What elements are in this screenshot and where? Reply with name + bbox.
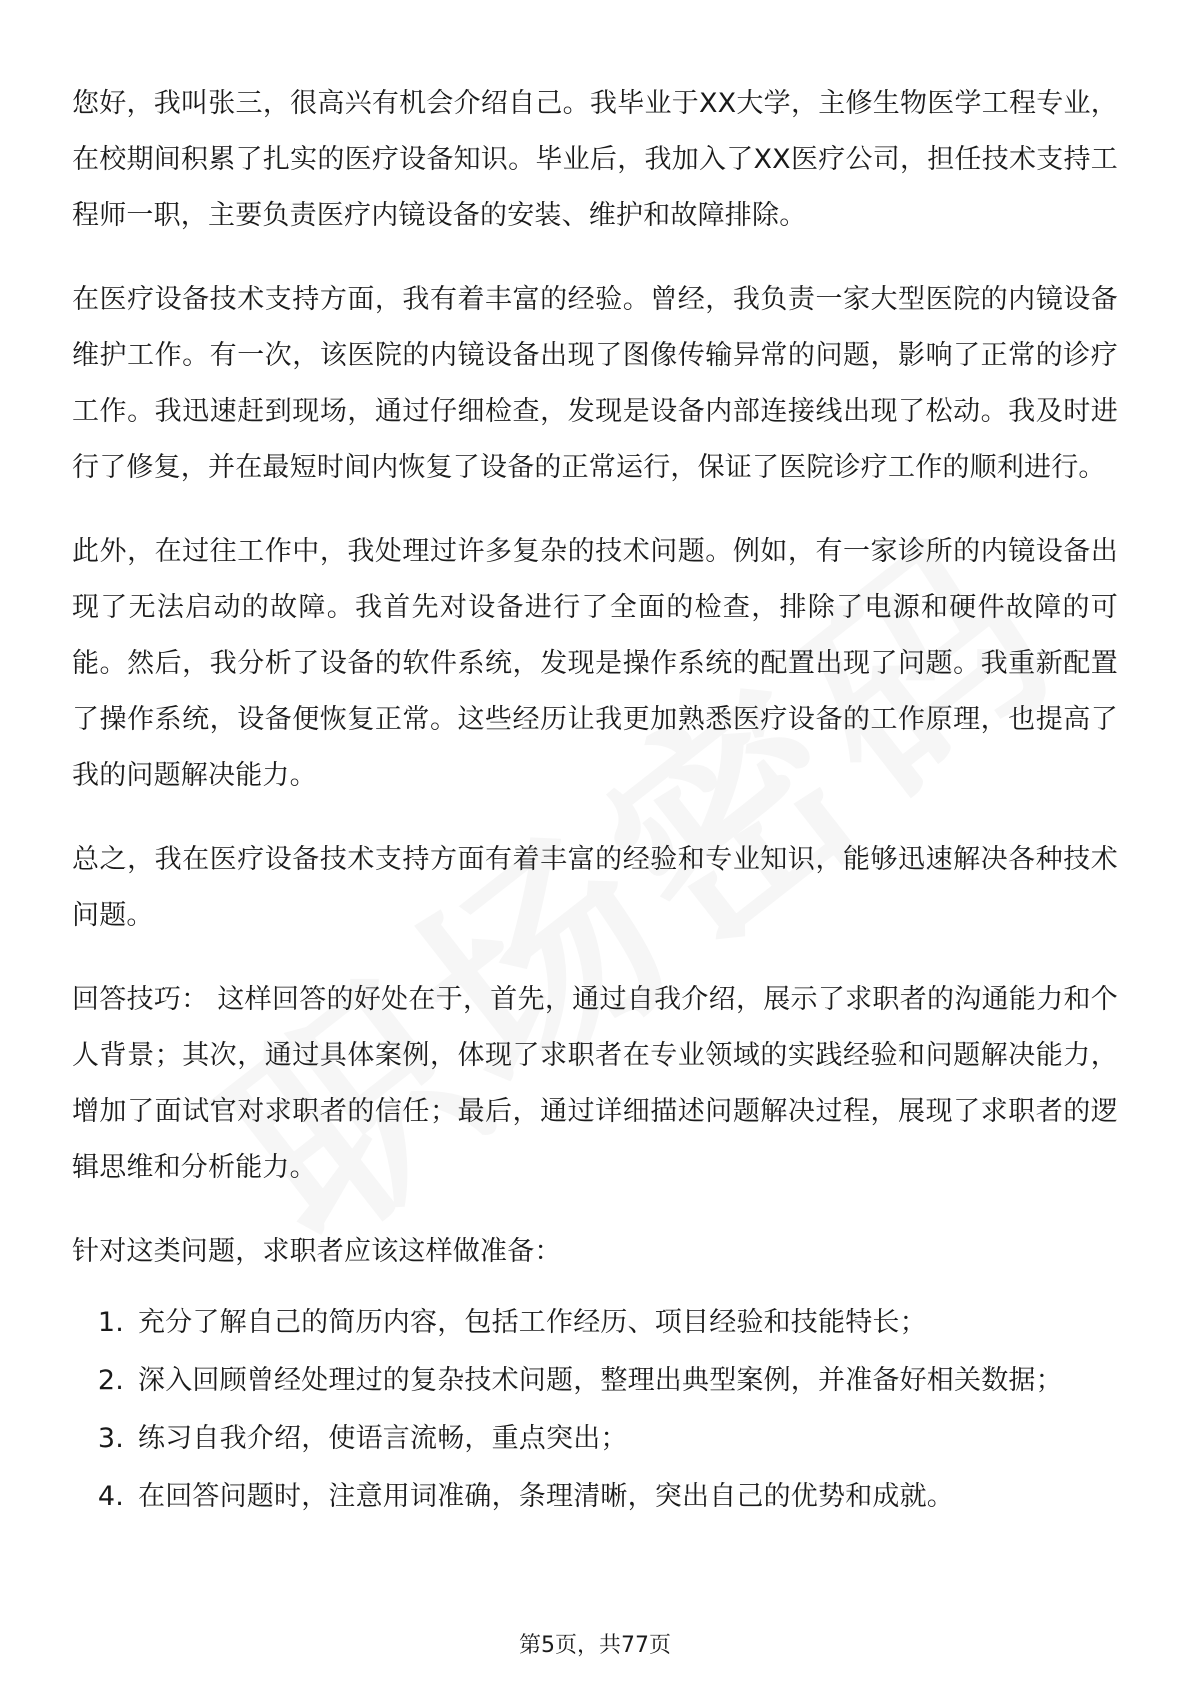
list-item (86, 1468, 1118, 1526)
paragraph-intro: 您好，我叫张三，很高兴有机会介绍自己。我毕业于XX大学，主修生物医学工程专业，在校期间积累了扎实的医疗设备知识。毕业后，我加入了XX医疗公司，担任技术支持工程师一职，主要负责医疗内镜设备的安装、维护和故障排除。 (72, 88, 1118, 231)
list-item-number: 1. (97, 1307, 124, 1338)
paragraph-preparation-intro: 针对这类问题，求职者应该这样做准备： (72, 1236, 562, 1267)
document-body (72, 76, 1118, 1526)
list-item-text: 练习自我介绍，使语言流畅，重点突出； (138, 1423, 628, 1454)
paragraph-answer-tips: 回答技巧： 这样回答的好处在于，首先，通过自我介绍，展示了求职者的沟通能力和个人背景；其次，通过具体案例，体现了求职者在专业领域的实践经验和问题解决能力，增加了面试官对求职者的信任；最后，通过详细描述问题解决过程，展现了求职者的逻辑思维和分析能力。 (72, 984, 1118, 1183)
paragraph-complex-problems: 此外，在过往工作中，我处理过许多复杂的技术问题。例如，有一家诊所的内镜设备出现了无法启动的故障。我首先对设备进行了全面的检查，排除了电源和硬件故障的可能。然后，我分析了设备的软件系统，发现是操作系统的配置出现了问题。我重新配置了操作系统，设备便恢复正常。这些经历让我更加熟悉医疗设备的工作原理，也提高了我的问题解决能力。 (72, 536, 1118, 791)
paragraph-experience: 在医疗设备技术支持方面，我有着丰富的经验。曾经，我负责一家大型医院的内镜设备维护工作。有一次，该医院的内镜设备出现了图像传输异常的问题，影响了正常的诊疗工作。我迅速赶到现场，通过仔细检查，发现是设备内部连接线出现了松动。我及时进行了修复，并在最短时间内恢复了设备的正常运行，保证了医院诊疗工作的顺利进行。 (72, 284, 1118, 483)
list-item (86, 1410, 1118, 1468)
page-number-label: 第5页，共77页 (519, 1633, 671, 1658)
paragraph-summary: 总之，我在医疗设备技术支持方面有着丰富的经验和专业知识，能够迅速解决各种技术问题。 (72, 844, 1118, 931)
list-item-number: 4. (97, 1481, 124, 1512)
list-item-text: 充分了解自己的简历内容，包括工作经历、项目经验和技能特长； (138, 1307, 927, 1338)
preparation-list (86, 1294, 1118, 1526)
list-item (86, 1352, 1118, 1410)
page-footer (0, 1628, 1190, 1659)
list-item-text: 深入回顾曾经处理过的复杂技术问题，整理出典型案例，并准备好相关数据； (138, 1365, 1063, 1396)
list-item-number: 2. (97, 1365, 124, 1396)
list-item-text: 在回答问题时，注意用词准确，条理清晰，突出自己的优势和成就。 (138, 1481, 954, 1512)
list-item (86, 1294, 1118, 1352)
list-item-number: 3. (97, 1423, 124, 1454)
